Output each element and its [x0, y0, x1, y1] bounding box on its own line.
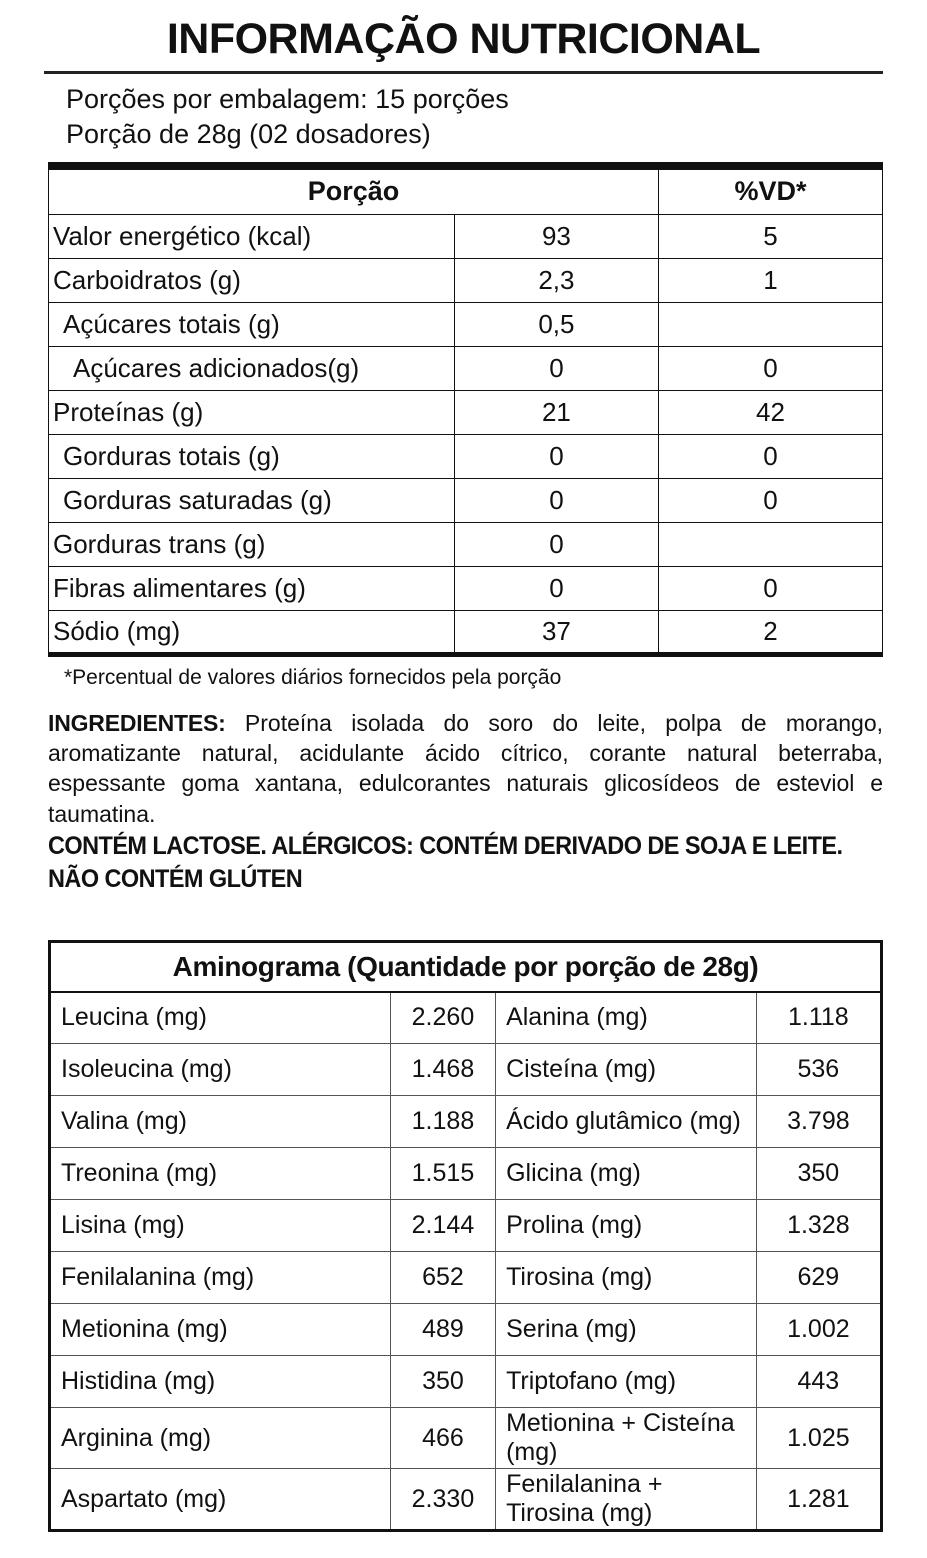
table-row	[49, 610, 883, 654]
table-row	[49, 522, 883, 566]
amino-acid-value-right: 536	[756, 1044, 881, 1096]
amino-acid-value-right: 443	[756, 1356, 881, 1408]
table-row	[50, 1148, 882, 1200]
nutrient-name: Açúcares adicionados(g)	[49, 346, 455, 390]
ingredients-label: INGREDIENTES:	[48, 709, 226, 736]
nutrient-name: Fibras alimentares (g)	[49, 566, 455, 610]
table-row	[49, 390, 883, 434]
amino-acid-name-right: Alanina (mg)	[496, 992, 757, 1044]
aminogram-table-wrap	[48, 940, 883, 1532]
amino-acid-value-right: 1.281	[756, 1469, 881, 1531]
portion-size: Porção de 28g (02 dosadores)	[66, 119, 431, 150]
nutrient-value: 0	[454, 478, 658, 522]
nutrient-value: 0	[454, 434, 658, 478]
nutrient-daily-value: 1	[658, 258, 882, 302]
allergen-warning-line-1: CONTÉM LACTOSE. ALÉRGICOS: CONTÉM DERIVADO DE SOJA E LEITE.	[48, 832, 843, 861]
amino-acid-value-left: 466	[390, 1408, 495, 1469]
amino-acid-value-left: 489	[390, 1304, 495, 1356]
amino-acid-name-right: Triptofano (mg)	[496, 1356, 757, 1408]
table-row	[50, 1304, 882, 1356]
amino-acid-name-left: Valina (mg)	[50, 1096, 391, 1148]
nutrition-facts-table	[48, 162, 883, 657]
amino-acid-value-right: 1.118	[756, 992, 881, 1044]
table-row	[49, 214, 883, 258]
allergen-warning-line-2: NÃO CONTÉM GLÚTEN	[48, 864, 303, 893]
amino-acid-value-left: 1.188	[390, 1096, 495, 1148]
column-header-daily-value: %VD*	[658, 166, 882, 214]
amino-acid-value-left: 2.330	[390, 1469, 495, 1531]
amino-acid-name-right: Metionina + Cisteína (mg)	[496, 1408, 757, 1469]
aminogram-table	[48, 940, 883, 1532]
ingredients-text: Proteína isolada do soro do leite, polpa de morango, aromatizante natural, acidulante ácido cítrico, corante natural beterraba, espessante goma xantana, edulcorantes naturais glicosídeos de esteviol e taumatina.	[48, 709, 883, 827]
portions-per-package: Porções por embalagem: 15 porções	[66, 84, 509, 114]
nutrition-table-body	[49, 214, 883, 654]
nutrient-value: 0	[454, 346, 658, 390]
daily-value-footnote: *Percentual de valores diários fornecidos pela porção	[64, 665, 562, 689]
nutrient-name: Valor energético (kcal)	[49, 214, 455, 258]
nutrient-name: Proteínas (g)	[49, 390, 455, 434]
aminogram-header	[50, 942, 882, 992]
table-row	[49, 346, 883, 390]
table-row	[49, 302, 883, 346]
amino-acid-name-left: Fenilalanina (mg)	[50, 1252, 391, 1304]
nutrient-daily-value: 0	[658, 434, 882, 478]
nutrient-value: 0	[454, 522, 658, 566]
amino-acid-name-left: Histidina (mg)	[50, 1356, 391, 1408]
amino-acid-value-left: 1.515	[390, 1148, 495, 1200]
table-row	[50, 1096, 882, 1148]
page-title: INFORMAÇÃO NUTRICIONAL	[166, 15, 761, 63]
amino-acid-name-right: Cisteína (mg)	[496, 1044, 757, 1096]
amino-acid-value-right: 1.002	[756, 1304, 881, 1356]
nutrient-name: Gorduras totais (g)	[49, 434, 455, 478]
table-header-row	[49, 166, 883, 214]
amino-acid-value-left: 2.144	[390, 1200, 495, 1252]
table-row	[50, 992, 882, 1044]
nutrient-name: Sódio (mg)	[49, 610, 455, 654]
aminogram-title: Aminograma (Quantidade por porção de 28g)	[50, 942, 882, 992]
nutrient-value: 2,3	[454, 258, 658, 302]
amino-acid-name-left: Leucina (mg)	[50, 992, 391, 1044]
amino-acid-value-right: 3.798	[756, 1096, 881, 1148]
amino-acid-name-right: Fenilalanina + Tirosina (mg)	[496, 1469, 757, 1531]
nutrient-value: 37	[454, 610, 658, 654]
amino-acid-name-left: Aspartato (mg)	[50, 1469, 391, 1531]
amino-acid-value-right: 350	[756, 1148, 881, 1200]
amino-acid-name-right: Tirosina (mg)	[496, 1252, 757, 1304]
nutrient-daily-value: 0	[658, 566, 882, 610]
table-row	[49, 478, 883, 522]
amino-acid-value-right: 1.025	[756, 1408, 881, 1469]
table-row	[50, 1252, 882, 1304]
amino-acid-name-left: Isoleucina (mg)	[50, 1044, 391, 1096]
amino-acid-value-left: 652	[390, 1252, 495, 1304]
amino-acid-name-right: Glicina (mg)	[496, 1148, 757, 1200]
table-row	[50, 1044, 882, 1096]
nutrient-daily-value: 0	[658, 346, 882, 390]
ingredients-paragraph	[48, 708, 883, 829]
table-row	[50, 1200, 882, 1252]
nutrient-name: Gorduras saturadas (g)	[49, 478, 455, 522]
table-row	[49, 566, 883, 610]
amino-acid-name-left: Metionina (mg)	[50, 1304, 391, 1356]
amino-acid-value-right: 629	[756, 1252, 881, 1304]
serving-information	[66, 82, 883, 152]
table-row	[50, 1408, 882, 1469]
amino-acid-name-right: Prolina (mg)	[496, 1200, 757, 1252]
amino-acid-name-left: Treonina (mg)	[50, 1148, 391, 1200]
amino-acid-name-right: Serina (mg)	[496, 1304, 757, 1356]
nutrition-facts-table-wrap	[48, 162, 883, 657]
aminogram-header-row	[50, 942, 882, 992]
amino-acid-name-left: Arginina (mg)	[50, 1408, 391, 1469]
nutrient-value: 21	[454, 390, 658, 434]
nutrition-table-header	[49, 166, 883, 214]
amino-acid-value-left: 350	[390, 1356, 495, 1408]
nutrient-value: 0	[454, 566, 658, 610]
nutrient-value: 0,5	[454, 302, 658, 346]
table-row	[50, 1469, 882, 1531]
nutrient-name: Carboidratos (g)	[49, 258, 455, 302]
nutrient-daily-value	[658, 302, 882, 346]
nutrient-name: Gorduras trans (g)	[49, 522, 455, 566]
nutrient-daily-value	[658, 522, 882, 566]
column-header-portion: Porção	[49, 166, 659, 214]
nutrient-daily-value: 5	[658, 214, 882, 258]
aminogram-body	[50, 992, 882, 1531]
nutrient-daily-value: 0	[658, 478, 882, 522]
amino-acid-value-left: 1.468	[390, 1044, 495, 1096]
table-row	[49, 434, 883, 478]
amino-acid-value-right: 1.328	[756, 1200, 881, 1252]
nutrient-daily-value: 42	[658, 390, 882, 434]
nutrient-daily-value: 2	[658, 610, 882, 654]
table-row	[50, 1356, 882, 1408]
nutrient-value: 93	[454, 214, 658, 258]
amino-acid-value-left: 2.260	[390, 992, 495, 1044]
nutrient-name: Açúcares totais (g)	[49, 302, 455, 346]
amino-acid-name-left: Lisina (mg)	[50, 1200, 391, 1252]
amino-acid-name-right: Ácido glutâmico (mg)	[496, 1096, 757, 1148]
table-row	[49, 258, 883, 302]
title-divider	[44, 71, 883, 74]
